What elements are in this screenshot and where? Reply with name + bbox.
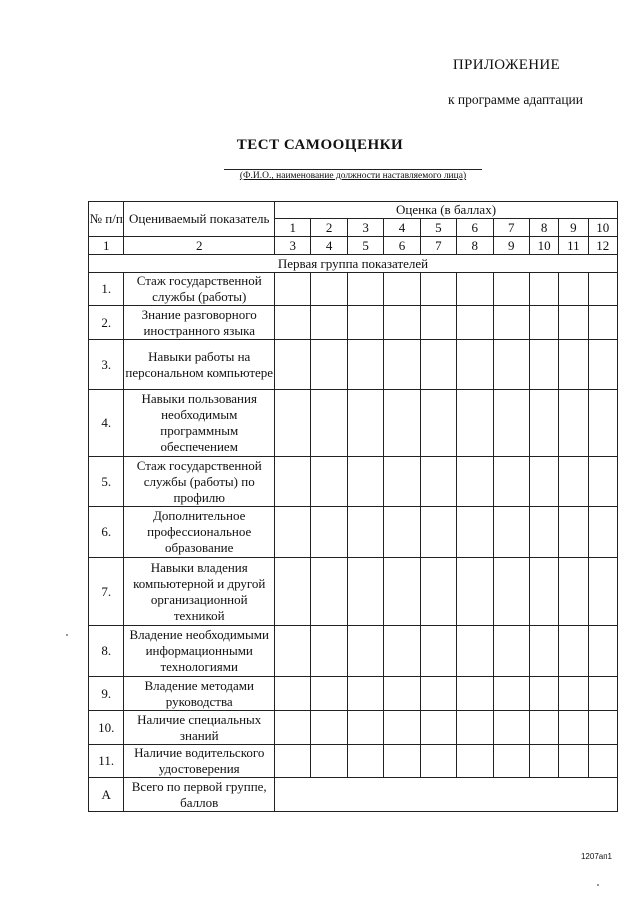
- score-label: 1: [275, 219, 311, 237]
- score-cell[interactable]: [420, 340, 456, 390]
- score-cell[interactable]: [588, 306, 617, 340]
- score-cell[interactable]: [384, 711, 420, 745]
- score-cell[interactable]: [529, 306, 558, 340]
- score-cell[interactable]: [457, 711, 493, 745]
- column-index: 10: [529, 237, 558, 255]
- score-cell[interactable]: [493, 507, 529, 558]
- score-cell[interactable]: [384, 558, 420, 626]
- score-cell[interactable]: [347, 507, 383, 558]
- column-index: 4: [311, 237, 347, 255]
- score-cell[interactable]: [529, 457, 558, 507]
- column-index: 11: [559, 237, 588, 255]
- row-number: 5.: [89, 457, 124, 507]
- indicator-label: Навыки работы на персональном компьютере: [124, 340, 275, 390]
- indicator-label: Стаж государственной службы (работы): [124, 273, 275, 306]
- score-cell[interactable]: [384, 390, 420, 457]
- score-cell[interactable]: [275, 711, 311, 745]
- score-cell[interactable]: [559, 745, 588, 778]
- score-label: 7: [493, 219, 529, 237]
- score-label: 10: [588, 219, 617, 237]
- score-cell[interactable]: [457, 390, 493, 457]
- score-cell[interactable]: [347, 711, 383, 745]
- indicator-label: Владение методами руководства: [124, 677, 275, 711]
- row-number: 10.: [89, 711, 124, 745]
- score-label: 2: [311, 219, 347, 237]
- scan-speck: [597, 884, 599, 886]
- table-header-row: [89, 202, 618, 219]
- indicator-label: Навыки пользования необходимым программным обеспечением: [124, 390, 275, 457]
- column-index: 3: [275, 237, 311, 255]
- column-index: 1: [89, 237, 124, 255]
- indicator-label: Стаж государственной службы (работы) по профилю: [124, 457, 275, 507]
- score-cell[interactable]: [559, 273, 588, 306]
- score-cell[interactable]: [384, 677, 420, 711]
- score-cell[interactable]: [588, 745, 617, 778]
- score-cell[interactable]: [559, 306, 588, 340]
- score-cell[interactable]: [275, 457, 311, 507]
- score-cell[interactable]: [347, 626, 383, 677]
- indicator-label: Наличие специальных знаний: [124, 711, 275, 745]
- score-cell[interactable]: [559, 507, 588, 558]
- score-cell[interactable]: [588, 711, 617, 745]
- row-number: 4.: [89, 390, 124, 457]
- score-cell[interactable]: [559, 711, 588, 745]
- score-cell[interactable]: [457, 558, 493, 626]
- table-row: [89, 390, 618, 457]
- score-cell[interactable]: [529, 340, 558, 390]
- total-score-cell[interactable]: [275, 778, 618, 812]
- score-cell[interactable]: [420, 626, 456, 677]
- row-number: 3.: [89, 340, 124, 390]
- table-row: [89, 457, 618, 507]
- column-index: 2: [124, 237, 275, 255]
- column-index: 8: [457, 237, 493, 255]
- score-cell[interactable]: [559, 390, 588, 457]
- column-index-row: [89, 237, 618, 255]
- score-cell[interactable]: [457, 340, 493, 390]
- row-number: 1.: [89, 273, 124, 306]
- table-row: [89, 306, 618, 340]
- score-cell[interactable]: [493, 273, 529, 306]
- score-cell[interactable]: [311, 558, 347, 626]
- score-cell[interactable]: [384, 507, 420, 558]
- table-row: [89, 340, 618, 390]
- score-cell[interactable]: [457, 507, 493, 558]
- row-number: 11.: [89, 745, 124, 778]
- score-label: 4: [384, 219, 420, 237]
- table-row: [89, 745, 618, 778]
- score-cell[interactable]: [311, 626, 347, 677]
- score-cell[interactable]: [559, 558, 588, 626]
- document-title: ТЕСТ САМООЦЕНКИ: [236, 137, 404, 153]
- header-indicator: Оцениваемый показатель: [124, 202, 275, 237]
- score-cell[interactable]: [457, 745, 493, 778]
- column-index: 12: [588, 237, 617, 255]
- group-title: Первая группа показателей: [89, 255, 618, 273]
- score-cell[interactable]: [275, 745, 311, 778]
- score-cell[interactable]: [493, 457, 529, 507]
- score-cell[interactable]: [529, 273, 558, 306]
- fio-caption: (Ф.И.О., наименование должности наставляемого лица): [239, 171, 467, 181]
- score-cell[interactable]: [529, 507, 558, 558]
- score-cell[interactable]: [347, 677, 383, 711]
- total-label: Всего по первой группе, баллов: [124, 778, 275, 812]
- score-cell[interactable]: [347, 745, 383, 778]
- score-cell[interactable]: [275, 273, 311, 306]
- score-cell[interactable]: [347, 457, 383, 507]
- score-cell[interactable]: [559, 677, 588, 711]
- score-cell[interactable]: [420, 507, 456, 558]
- appendix-heading: ПРИЛОЖЕНИЕ: [452, 57, 560, 73]
- score-label: 9: [559, 219, 588, 237]
- score-cell[interactable]: [275, 390, 311, 457]
- score-cell[interactable]: [311, 457, 347, 507]
- table-row: [89, 558, 618, 626]
- score-label: 6: [457, 219, 493, 237]
- score-cell[interactable]: [457, 677, 493, 711]
- score-cell[interactable]: [588, 626, 617, 677]
- row-number: 9.: [89, 677, 124, 711]
- score-cell[interactable]: [420, 558, 456, 626]
- score-cell[interactable]: [559, 340, 588, 390]
- score-cell[interactable]: [384, 626, 420, 677]
- score-cell[interactable]: [275, 677, 311, 711]
- indicator-label: Навыки владения компьютерной и другой организационной техникой: [124, 558, 275, 626]
- score-cell[interactable]: [420, 677, 456, 711]
- table-row: [89, 273, 618, 306]
- column-index: 9: [493, 237, 529, 255]
- score-cell[interactable]: [275, 626, 311, 677]
- score-cell[interactable]: [347, 273, 383, 306]
- score-cell[interactable]: [275, 507, 311, 558]
- score-cell[interactable]: [311, 306, 347, 340]
- row-number: 7.: [89, 558, 124, 626]
- score-cell[interactable]: [588, 457, 617, 507]
- score-cell[interactable]: [588, 507, 617, 558]
- self-assessment-table: [88, 201, 618, 812]
- score-cell[interactable]: [420, 306, 456, 340]
- score-cell[interactable]: [311, 390, 347, 457]
- score-cell[interactable]: [588, 340, 617, 390]
- header-num: № п/п: [89, 202, 124, 237]
- score-cell[interactable]: [493, 626, 529, 677]
- score-cell[interactable]: [311, 677, 347, 711]
- table-row: [89, 711, 618, 745]
- score-cell[interactable]: [457, 626, 493, 677]
- score-cell[interactable]: [384, 745, 420, 778]
- score-cell[interactable]: [420, 457, 456, 507]
- score-cell[interactable]: [311, 745, 347, 778]
- fio-signature-line[interactable]: [224, 169, 482, 170]
- score-cell[interactable]: [275, 558, 311, 626]
- score-cell[interactable]: [420, 273, 456, 306]
- score-cell[interactable]: [384, 457, 420, 507]
- total-row: [89, 778, 618, 812]
- footer-doc-code: 1207ап1: [580, 852, 612, 861]
- score-cell[interactable]: [311, 507, 347, 558]
- group-title-row: [89, 255, 618, 273]
- score-cell[interactable]: [347, 390, 383, 457]
- table-row: [89, 626, 618, 677]
- score-cell[interactable]: [457, 273, 493, 306]
- score-cell[interactable]: [529, 390, 558, 457]
- indicator-label: Дополнительное профессиональное образование: [124, 507, 275, 558]
- program-subheading: к программе адаптации: [447, 92, 583, 107]
- score-cell[interactable]: [311, 711, 347, 745]
- score-cell[interactable]: [493, 745, 529, 778]
- score-cell[interactable]: [559, 626, 588, 677]
- score-cell[interactable]: [529, 711, 558, 745]
- score-cell[interactable]: [347, 340, 383, 390]
- row-number: 6.: [89, 507, 124, 558]
- row-number: 8.: [89, 626, 124, 677]
- indicator-label: Владение необходимыми информационными технологиями: [124, 626, 275, 677]
- score-cell[interactable]: [420, 390, 456, 457]
- score-cell[interactable]: [384, 273, 420, 306]
- score-label: 3: [347, 219, 383, 237]
- score-label: 5: [420, 219, 456, 237]
- score-cell[interactable]: [529, 745, 558, 778]
- table-row: [89, 677, 618, 711]
- indicator-label: Знание разговорного иностранного языка: [124, 306, 275, 340]
- score-cell[interactable]: [493, 558, 529, 626]
- score-cell[interactable]: [529, 677, 558, 711]
- score-cell[interactable]: [457, 457, 493, 507]
- score-cell[interactable]: [384, 306, 420, 340]
- row-number: 2.: [89, 306, 124, 340]
- score-cell[interactable]: [493, 390, 529, 457]
- score-cell[interactable]: [384, 340, 420, 390]
- score-cell[interactable]: [493, 677, 529, 711]
- score-cell[interactable]: [311, 340, 347, 390]
- score-cell[interactable]: [275, 340, 311, 390]
- score-cell[interactable]: [493, 711, 529, 745]
- score-cell[interactable]: [493, 340, 529, 390]
- scan-speck: [66, 634, 68, 636]
- score-cell[interactable]: [588, 677, 617, 711]
- score-cell[interactable]: [275, 306, 311, 340]
- score-cell[interactable]: [420, 711, 456, 745]
- score-cell[interactable]: [311, 273, 347, 306]
- indicator-label: Наличие водительского удостоверения: [124, 745, 275, 778]
- column-index: 7: [420, 237, 456, 255]
- score-cell[interactable]: [559, 457, 588, 507]
- score-cell[interactable]: [588, 273, 617, 306]
- score-cell[interactable]: [588, 558, 617, 626]
- score-cell[interactable]: [493, 306, 529, 340]
- score-cell[interactable]: [457, 306, 493, 340]
- table-row: [89, 507, 618, 558]
- score-cell[interactable]: [529, 558, 558, 626]
- column-index: 5: [347, 237, 383, 255]
- score-label: 8: [529, 219, 558, 237]
- header-score: Оценка (в баллах): [275, 202, 618, 219]
- score-cell[interactable]: [420, 745, 456, 778]
- score-cell[interactable]: [347, 306, 383, 340]
- total-number: А: [89, 778, 124, 812]
- score-cell[interactable]: [347, 558, 383, 626]
- column-index: 6: [384, 237, 420, 255]
- score-cell[interactable]: [529, 626, 558, 677]
- score-cell[interactable]: [588, 390, 617, 457]
